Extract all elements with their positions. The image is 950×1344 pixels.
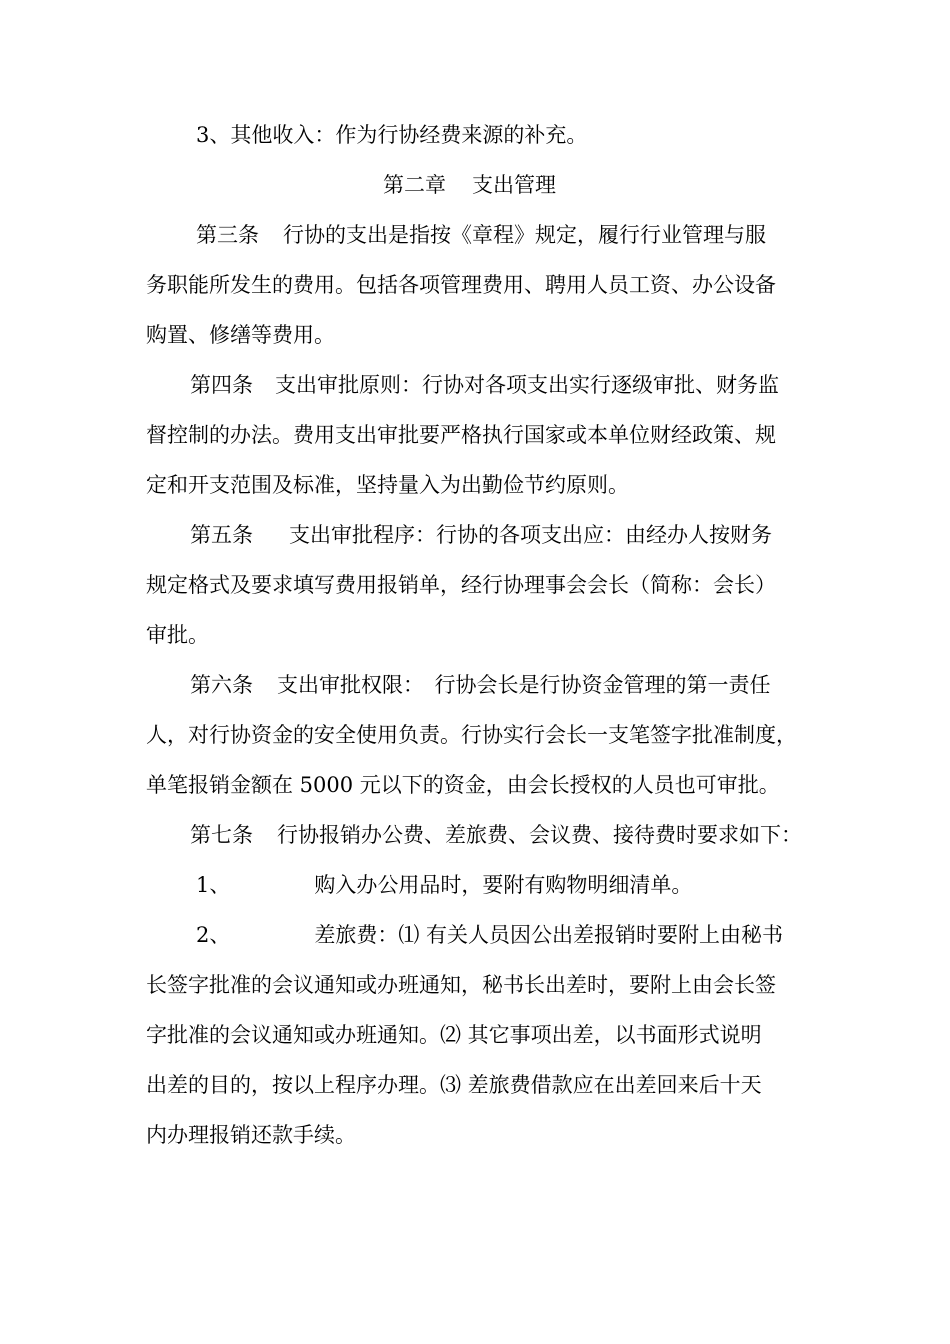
article-7-item-2-line-5: 内办理报销还款手续。: [146, 1123, 356, 1147]
item-2-number: 2、: [196, 923, 231, 947]
income-item-3: 3、其他收入：作为行协经费来源的补充。: [196, 123, 588, 147]
article-4-line-3: 定和开支范围及标准，坚持量入为出勤俭节约原则。: [146, 473, 629, 497]
article-6-label: 第六条: [190, 673, 253, 697]
article-7-label: 第七条: [190, 823, 253, 847]
article-3-line-1: [196, 220, 766, 250]
article-6-line-2: 人，对行协资金的安全使用负责。行协实行会长一支笔签字批准制度，: [146, 723, 797, 747]
article-7-item-2-line-4: 出差的目的，按以上程序办理。⑶ 差旅费借款应在出差回来后十天: [146, 1073, 762, 1097]
article-5-line-3: 审批。: [146, 623, 209, 647]
article-4-text: 支出审批原则：行协对各项支出实行逐级审批、财务监: [275, 373, 779, 397]
article-3-line-3: 购置、修缮等费用。: [146, 323, 335, 347]
article-4-label: 第四条: [190, 373, 253, 397]
chapter-heading: [383, 170, 556, 200]
article-3-line-2: 务职能所发生的费用。包括各项管理费用、聘用人员工资、办公设备: [146, 273, 776, 297]
article-5-text: 支出审批程序：行协的各项支出应：由经办人按财务: [289, 523, 772, 547]
article-7-item-2-line-3: 字批准的会议通知或办班通知。⑵ 其它事项出差，以书面形式说明: [146, 1023, 762, 1047]
item-1-number: 1、: [196, 873, 231, 897]
article-5-line-2: 规定格式及要求填写费用报销单，经行协理事会会长（简称：会长）: [146, 573, 776, 597]
article-7-item-2-line-1: [196, 920, 783, 950]
article-5-label: 第五条: [190, 523, 253, 547]
item-2-text: 差旅费：⑴ 有关人员因公出差报销时要附上由秘书: [314, 923, 784, 947]
article-6-line-1: [190, 670, 771, 700]
article-7-item-1: [196, 870, 692, 900]
article-6-line-3: 单笔报销金额在 5000 元以下的资金，由会长授权的人员也可审批。: [146, 773, 780, 797]
article-4-line-2: 督控制的办法。费用支出审批要严格执行国家或本单位财经政策、规: [146, 423, 776, 447]
article-7-line-1: [190, 820, 802, 850]
article-7-item-2-line-2: 长签字批准的会议通知或办班通知，秘书长出差时，要附上由会长签: [146, 973, 776, 997]
chapter-label: 第二章: [383, 173, 446, 197]
article-5-line-1: [190, 520, 772, 550]
article-6-text: 支出审批权限： 行协会长是行协资金管理的第一责任: [277, 673, 771, 697]
article-4-line-1: [190, 370, 779, 400]
article-7-text: 行协报销办公费、差旅费、会议费、接待费时要求如下：: [277, 823, 802, 847]
item-1-text: 购入办公用品时，要附有购物明细清单。: [314, 873, 693, 897]
article-3-label: 第三条: [196, 223, 259, 247]
article-3-text: 行协的支出是指按《章程》规定，履行行业管理与服: [283, 223, 766, 247]
chapter-title: 支出管理: [472, 173, 556, 197]
